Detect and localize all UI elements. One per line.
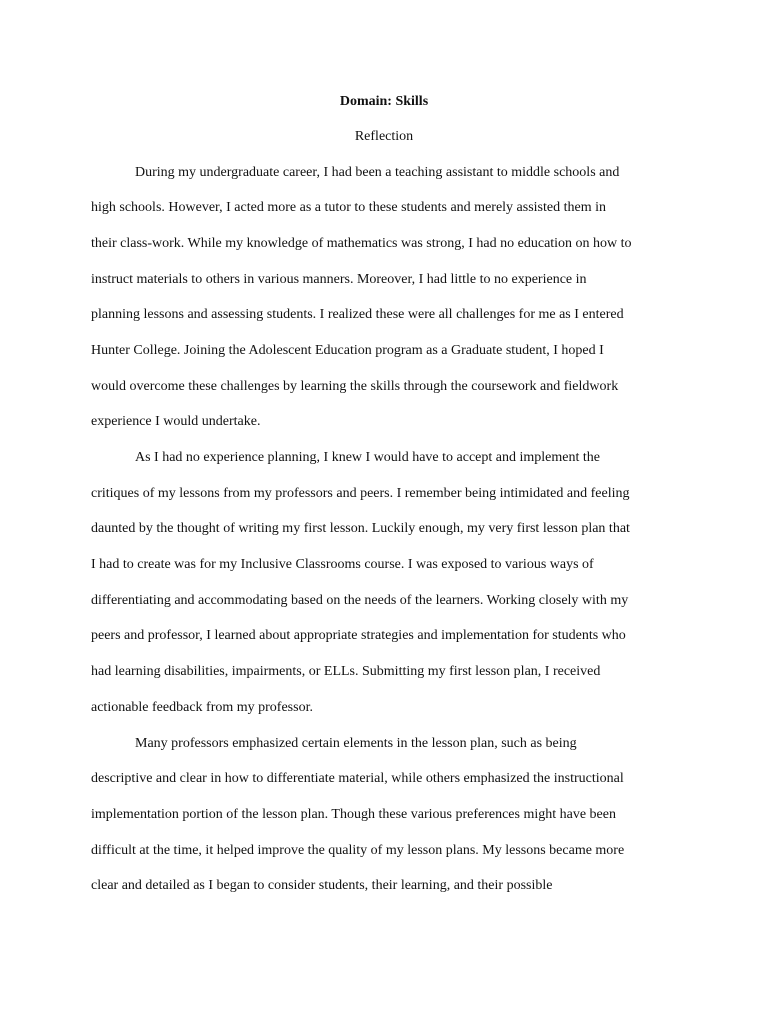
- text-line: high schools. However, I acted more as a tutor to these students and merely assisted them in: [91, 200, 606, 215]
- text-line: difficult at the time, it helped improve the quality of my lesson plans. My lessons became more: [91, 843, 625, 858]
- text-line: peers and professor, I learned about appropriate strategies and implementation for students who: [91, 628, 626, 643]
- document-subtitle: Reflection: [354, 129, 414, 144]
- text-line: As I had no experience planning, I knew I would have to accept and implement the: [135, 450, 600, 465]
- text-line: planning lessons and assessing students. I realized these were all challenges for me as I entered: [91, 307, 624, 322]
- text-line: Hunter College. Joining the Adolescent Education program as a Graduate student, I hoped I: [91, 343, 604, 358]
- text-line: differentiating and accommodating based on the needs of the learners. Working closely with my: [91, 593, 629, 608]
- text-line: Many professors emphasized certain elements in the lesson plan, such as being: [135, 736, 577, 751]
- text-line: I had to create was for my Inclusive Classrooms course. I was exposed to various ways of: [91, 557, 594, 572]
- text-line: daunted by the thought of writing my first lesson. Luckily enough, my very first lesson plan that: [91, 521, 630, 536]
- document-title: Domain: Skills: [339, 94, 429, 109]
- text-line: During my undergraduate career, I had been a teaching assistant to middle schools and: [135, 165, 620, 180]
- text-line: had learning disabilities, impairments, or ELLs. Submitting my first lesson plan, I received: [91, 664, 601, 679]
- text-line: instruct materials to others in various manners. Moreover, I had little to no experience in: [91, 272, 587, 287]
- text-line: experience I would undertake.: [91, 414, 261, 429]
- text-line: actionable feedback from my professor.: [91, 700, 313, 715]
- text-line: descriptive and clear in how to differentiate material, while others emphasized the instructional: [91, 771, 624, 786]
- text-line: critiques of my lessons from my professors and peers. I remember being intimidated and feeling: [91, 486, 630, 501]
- text-line: their class-work. While my knowledge of mathematics was strong, I had no education on how to: [91, 236, 632, 251]
- text-line: would overcome these challenges by learning the skills through the coursework and fieldwork: [91, 379, 619, 394]
- text-line: clear and detailed as I began to consider students, their learning, and their possible: [91, 878, 553, 893]
- text-line: implementation portion of the lesson plan. Though these various preferences might have been: [91, 807, 616, 822]
